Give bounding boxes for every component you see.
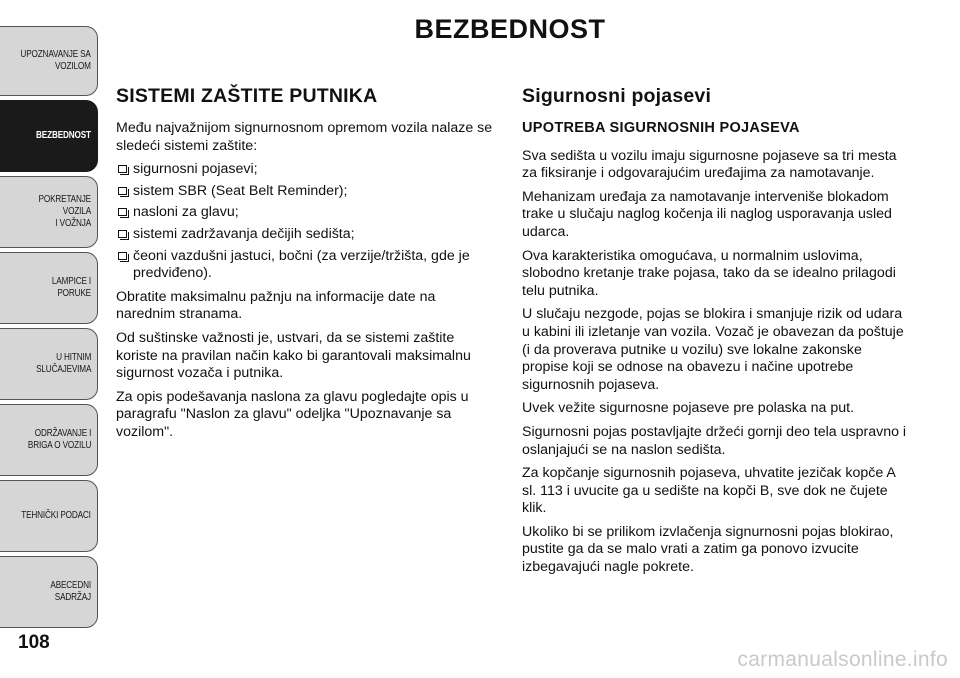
body-paragraph: Od suštinske važnosti je, ustvari, da se sistemi zaštite koriste na pravilan način kako bi garantovali maksimalnu sigurnost vozača i putnika. (116, 329, 471, 382)
tab-lampice-i-poruke[interactable] (0, 252, 98, 324)
tab-label: LAMPICE I PORUKE (51, 276, 91, 299)
left-column (116, 84, 498, 448)
checkbox-bullet-icon (118, 165, 127, 173)
watermark: carmanualsonline.info (737, 648, 948, 671)
subsection-heading: UPOTREBA SIGURNOSNIH POJASEVA (522, 120, 800, 136)
protection-systems-list (116, 161, 498, 283)
section-heading: SISTEMI ZAŠTITE PUTNIKA (116, 85, 378, 107)
page-title: BEZBEDNOST (414, 14, 606, 44)
checkbox-bullet-icon (118, 252, 127, 260)
body-paragraph: Sigurnosni pojas postavljajte držeći gornji deo tela uspravno i oslanjajući se na naslon sedišta. (522, 423, 907, 458)
page-number: 108 (18, 632, 50, 653)
tab-label: TEHNIČKI PODACI (21, 510, 91, 521)
tab-u-hitnim-slucajevima[interactable] (0, 328, 98, 400)
tab-odrzavanje[interactable] (0, 404, 98, 476)
list-item: sigurnosni pojasevi; (116, 161, 498, 179)
checkbox-bullet-icon (118, 187, 127, 195)
right-column (522, 84, 910, 583)
sidebar-nav (0, 0, 104, 678)
tab-bezbednost[interactable] (0, 100, 98, 172)
list-item: nasloni za glavu; (116, 204, 498, 222)
section-heading: Sigurnosni pojasevi (522, 85, 712, 107)
tab-abecedni-sadrzaj[interactable] (0, 556, 98, 628)
list-item: sistem SBR (Seat Belt Reminder); (116, 183, 498, 201)
body-paragraph: Obratite maksimalnu pažnju na informacije date na narednim stranama. (116, 288, 436, 323)
tab-pokretanje-vozila[interactable] (0, 176, 98, 248)
checkbox-bullet-icon (118, 208, 127, 216)
tab-label: U HITNIM SLUČAJEVIMA (35, 352, 91, 375)
tab-label: POKRETANJE VOZILA I VOŽNJA (38, 194, 91, 229)
intro-paragraph: Među najvažnijom signurnosnom opremom vozila nalaze se sledeći sistemi zaštite: (116, 120, 493, 154)
tab-tehnicki-podaci[interactable] (0, 480, 98, 552)
body-paragraph: Ova karakteristika omogućava, u normalnim uslovima, slobodno kretanje trake pojasa, tako da se idealno prilagodi telu putnika. (522, 247, 896, 299)
tab-label: BEZBEDNOST (36, 130, 91, 141)
tab-label: UPOZNAVANJE SA VOZILOM (20, 49, 91, 72)
body-paragraph: Za kopčanje sigurnosnih pojaseva, uhvatite jezičak kopče A sl. 113 i uvucite ga u sedište na kopči B, sve dok ne čujete klik. (522, 465, 896, 517)
list-item: čeoni vazdušni jastuci, bočni (za verzije/tržišta, gde je predviđeno). (116, 248, 498, 283)
body-paragraph: Ukoliko bi se prilikom izvlačenja signurnosni pojas blokirao, pustite ga da se malo vrati a zatim ga ponovo izvucite izbegavajući nagle pokrete. (522, 523, 894, 576)
tab-label: ABECEDNI SADRŽAJ (50, 580, 91, 603)
tab-label: ODRŽAVANJE I BRIGA O VOZILU (27, 428, 91, 451)
body-paragraph: Uvek vežite sigurnosne pojaseve pre polaska na put. (522, 400, 855, 417)
body-paragraph: Za opis podešavanja naslona za glavu pogledajte opis u paragrafu "Naslon za glavu" odeljka "Upoznavanje sa vozilom". (116, 388, 469, 440)
checkbox-bullet-icon (118, 230, 127, 238)
body-paragraph: Sva sedišta u vozilu imaju sigurnosne pojaseve sa tri mesta za fiksiranje i odgovarajućim uređajima za namotavanje. (522, 147, 897, 182)
body-paragraph: Mehanizam uređaja za namotavanje interveniše blokadom trake u slučaju naglog kočenja ili naglog usporavanja usled udarca. (522, 188, 892, 240)
body-paragraph: U slučaju nezgode, pojas se blokira i smanjuje rizik od udara u kabini ili izletanje van vozila. Vozač je obavezan da poštuje (i da proverava putnike u vozilu) sve lokalne zakonske propise koji se odnose na obavezu i načine upotrebe sigurnosnih pojaseva. (522, 306, 904, 393)
list-item: sistemi zadržavanja dečijih sedišta; (116, 226, 498, 244)
